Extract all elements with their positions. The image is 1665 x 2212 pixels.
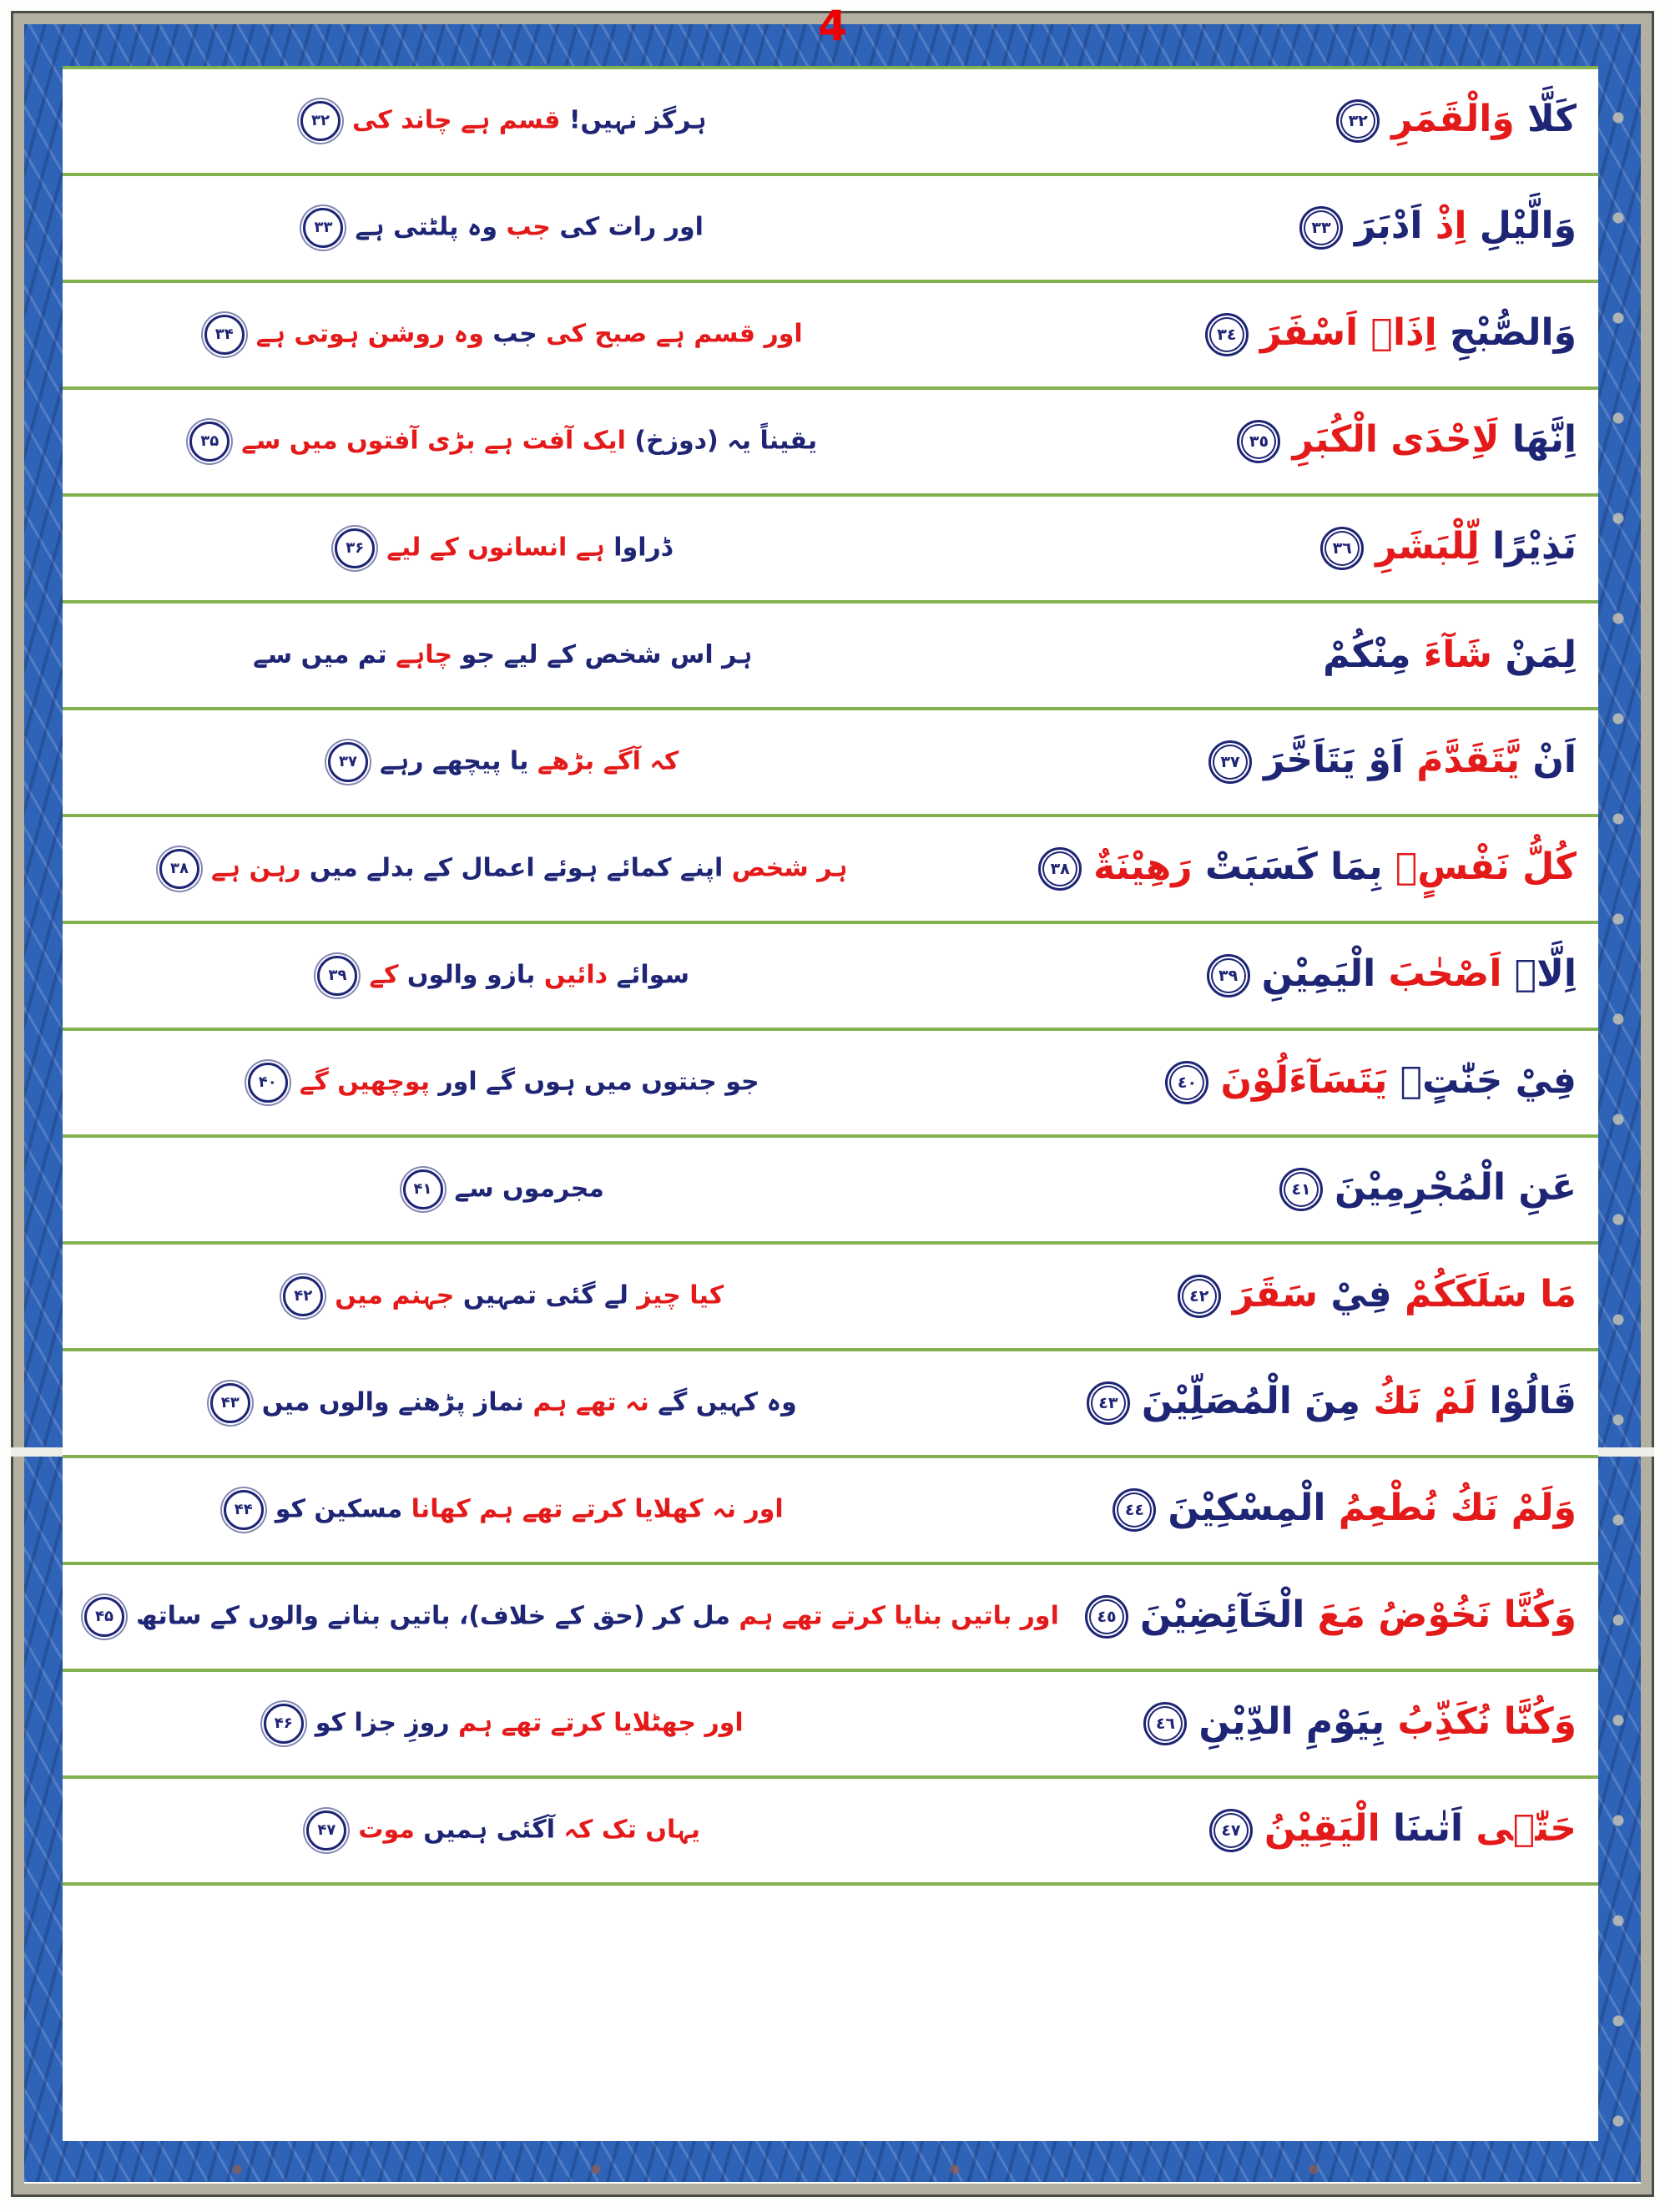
arabic-text-segment: لِّلْبَشَرِ [1375,525,1480,568]
urdu-text-segment: ہرگز نہیں! [560,105,707,135]
urdu-translation [63,101,922,141]
arabic-text-segment: بِمَا كَسَبَتْ [1192,846,1383,888]
urdu-text-segment: جب [497,212,551,242]
verse-row [63,817,1598,924]
verse-row [63,924,1598,1031]
urdu-translation [63,208,922,248]
arabic-text-segment: وَالَّيْلِ [1466,205,1577,247]
urdu-text-segment: قسم ہے چاند کی [351,105,561,135]
verse-row [63,390,1598,497]
verse-number-medallion: ٤٣ [1087,1381,1130,1425]
arabic-text-segment: سَقَرَ [1232,1273,1319,1316]
urdu-text-segment: یا پیچھے رہے [380,746,529,776]
urdu-text-segment: سوائے [608,960,689,990]
arabic-text-segment: اَنْ [1520,739,1577,781]
urdu-text-segment: اور نہ کھلایا کرتے تھے ہم کھانا [402,1494,784,1524]
verse-rows [63,66,1598,1886]
arabic-text-segment: لَاِحْدَى الْكُبَرِ [1292,418,1500,461]
verse-number-medallion: ٣٤ [1205,313,1249,356]
urdu-text-segment: ایک آفت ہے بڑی آفتوں میں سے [241,426,626,456]
verse-row [63,1245,1598,1351]
translation-number-badge: ۳۲ [300,101,341,141]
verse-number-medallion: ٣٩ [1207,954,1250,997]
arabic-text-segment: وَكُنَّا نُكَذِّبُ [1385,1700,1577,1743]
translation-number-badge: ۳۷ [328,742,368,782]
verse-number-medallion: ٣٨ [1038,847,1082,891]
verse-number-medallion: ٤٥ [1085,1595,1128,1639]
arabic-text-segment: شَآءَ [1410,633,1493,676]
urdu-translation [63,1597,1059,1637]
translation-number-badge: ۳۴ [204,315,245,355]
page-content [63,66,1598,2141]
urdu-text-segment: کے [369,960,399,990]
urdu-translation [63,1490,922,1530]
translation-number-badge: ۴۳ [210,1383,250,1423]
arabic-text-segment: مَا سَلَكَكُمْ [1391,1273,1577,1316]
arabic-text-segment: كَلَّا [1514,98,1577,140]
urdu-text-segment: اور قسم ہے صبح کی [537,319,803,349]
urdu-translation [63,422,922,462]
arabic-text-segment: اَوْ يَتَاَخَّرَ [1264,739,1404,781]
urdu-translation [63,1063,922,1103]
verse-number-medallion: ٤١ [1279,1168,1323,1211]
urdu-translation [63,1169,922,1210]
urdu-text-segment: جب [483,319,537,349]
urdu-translation [63,315,922,355]
translation-number-badge: ۳۹ [317,956,357,996]
arabic-text-segment: اَتٰىنَا [1380,1807,1464,1850]
arabic-text-segment: لَمْ نَكُ [1360,1380,1477,1422]
arabic-verse [922,635,1598,675]
urdu-text-segment: ہر اس شخص کے لیے جو [452,640,753,669]
verse-row [63,1458,1598,1565]
arabic-text-segment: نَذِيْرًا [1479,525,1577,568]
arabic-text-segment: وَالصُّبْحِ [1436,311,1577,354]
arabic-text-segment: وَكُنَّا نَخُوْضُ مَعَ [1304,1593,1577,1636]
verse-number-medallion: ٣٢ [1336,99,1380,143]
verse-row [63,1672,1598,1779]
arabic-verse [922,1809,1598,1852]
urdu-text-segment: جو جنتوں میں ہوں گے اور [429,1067,759,1097]
arabic-verse [922,740,1598,784]
arabic-text-segment: قَالُوْا [1476,1380,1577,1422]
urdu-text-segment: نماز پڑھنے والوں میں [261,1387,524,1417]
urdu-text-segment: ہر شخص [723,853,848,883]
verse-row [63,1351,1598,1458]
verse-number-medallion: ٣٣ [1299,206,1343,250]
arabic-text-segment: اَدْبَرَ [1354,205,1423,247]
urdu-translation [63,742,922,782]
verse-row [63,710,1598,817]
urdu-text-segment: ڈراوا [604,533,673,563]
arabic-text-segment: كُلُّ نَفْسٍۭ [1382,846,1577,888]
urdu-translation [63,640,922,670]
urdu-text-segment: نہ تھے ہم [523,1387,649,1417]
verse-row [63,1565,1598,1672]
translation-number-badge: ۴۶ [264,1704,304,1744]
verse-row [63,176,1598,283]
arabic-text-segment: اِذْ [1422,205,1467,247]
urdu-text-segment: مل کر (حق کے خلاف)، باتیں بنانے والوں کے ساتھ [136,1601,730,1631]
translation-number-badge: ۴۵ [84,1597,124,1637]
arabic-text-segment: الْخَآئِضِيْنَ [1140,1593,1305,1636]
arabic-verse [922,847,1598,891]
verse-number-medallion: ٣٧ [1208,740,1252,784]
verse-row [63,497,1598,604]
urdu-text-segment: وہ پلٹتی ہے [355,212,498,242]
arabic-text-segment: عَنِ الْمُجْرِمِيْنَ [1335,1166,1577,1209]
urdu-text-segment: اپنے کمائے ہوئے اعمال کے بدلے میں [300,853,724,883]
arabic-verse [922,313,1598,356]
arabic-verse [922,99,1598,143]
arabic-text-segment: لِمَنْ [1492,633,1577,676]
arabic-verse [922,420,1598,463]
urdu-text-segment: لے گئی تمہیں [454,1280,628,1311]
page-number: 4 [818,2,847,50]
translation-number-badge: ۴۱ [403,1169,443,1210]
translation-number-badge: ۴۷ [306,1811,346,1851]
verse-row [63,604,1598,710]
arabic-text-segment: مِنْكُمْ [1323,633,1411,676]
arabic-text-segment: يَتَسَآءَلُوْنَ [1220,1059,1388,1102]
urdu-text-segment: اور جھٹلایا کرتے تھے ہم [449,1708,744,1738]
arabic-verse [922,527,1598,570]
verse-row [63,1138,1598,1245]
urdu-text-segment: تم میں سے [253,640,387,669]
arabic-verse [922,1061,1598,1104]
urdu-text-segment: روزِ جزا کو [315,1708,450,1738]
urdu-text-segment: کہ آگے بڑھے [528,746,679,776]
arabic-verse [922,1702,1598,1745]
urdu-translation [63,1704,922,1744]
verse-number-medallion: ٤٢ [1178,1275,1221,1318]
urdu-text-segment: آگئی ہمیں [414,1815,556,1845]
urdu-text-segment: یقیناً یہ (دوزخ) [625,426,818,456]
verse-row [63,69,1598,176]
arabic-text-segment: بِيَوْمِ الدِّيْنِ [1198,1700,1385,1743]
arabic-text-segment: وَالْقَمَرِ [1391,98,1515,140]
translation-number-badge: ۴۴ [224,1490,264,1530]
urdu-text-segment: وہ روشن ہوتی ہے [255,319,484,349]
urdu-text-segment: چاہے [386,640,453,669]
verse-number-medallion: ٣٥ [1237,420,1280,463]
urdu-text-segment: پوچھیں گے [299,1067,430,1097]
arabic-text-segment: وَلَمْ نَكُ نُطْعِمُ [1325,1487,1577,1529]
urdu-translation [63,956,922,996]
arabic-text-segment: اِلَّاۤ [1501,952,1577,995]
urdu-translation [63,528,922,568]
translation-number-badge: ۳۸ [159,849,199,889]
translation-number-badge: ۴۲ [283,1276,323,1316]
translation-number-badge: ۳۶ [335,528,375,568]
verse-number-medallion: ٤٤ [1113,1488,1156,1532]
arabic-verse [922,1275,1598,1318]
urdu-text-segment: اور باتیں بنایا کرتے تھے ہم [729,1601,1059,1631]
arabic-text-segment: الْمِسْكِيْنَ [1168,1487,1326,1529]
arabic-text-segment: مِنَ الْمُصَلِّيْنَ [1141,1380,1360,1422]
translation-number-badge: ۳۵ [189,422,230,462]
arabic-text-segment: فِيْ [1318,1273,1392,1316]
urdu-text-segment: ہے انسانوں کے لیے [386,533,605,563]
scan-seam-right [1598,1447,1654,1457]
verse-row [63,283,1598,390]
arabic-verse [922,1381,1598,1425]
arabic-text-segment: فِيْ جَنّٰتٍۘ [1387,1059,1577,1102]
scan-seam-left [11,1447,63,1457]
arabic-verse [922,1488,1598,1532]
arabic-text-segment: اَصْحٰبَ [1375,952,1502,995]
urdu-text-segment: مسکین کو [275,1494,403,1524]
verse-number-medallion: ٤٠ [1165,1061,1208,1104]
arabic-verse [1059,1595,1598,1639]
urdu-text-segment: جہنم میں [335,1280,455,1311]
urdu-text-segment: کیا چیز [628,1280,724,1311]
arabic-text-segment: الْيَقِيْنُ [1264,1807,1380,1850]
urdu-text-segment: اور رات کی [550,212,704,242]
urdu-text-segment: یہاں تک کہ [555,1815,701,1845]
urdu-translation [63,1811,922,1851]
verse-row [63,1779,1598,1886]
verse-row [63,1031,1598,1138]
verse-number-medallion: ٤٧ [1209,1809,1253,1852]
urdu-text-segment: بازو والوں [398,960,536,990]
arabic-verse [922,206,1598,250]
arabic-text-segment: الْيَمِيْنِ [1261,952,1376,995]
verse-number-medallion: ٣٦ [1320,527,1364,570]
arabic-text-segment: حَتّٰۤى [1463,1807,1577,1850]
arabic-text-segment: اِنَّهَا [1499,418,1577,461]
arabic-text-segment: اِذَاۤ اَسْفَرَ [1259,311,1437,354]
urdu-translation [63,849,922,889]
translation-number-badge: ۴۰ [248,1063,288,1103]
urdu-text-segment: دائیں [535,960,608,990]
arabic-text-segment: رَهِيْنَةٌ [1093,846,1193,888]
urdu-text-segment: موت [358,1815,415,1845]
translation-number-badge: ۳۳ [303,208,343,248]
urdu-text-segment: مجرموں سے [454,1174,604,1204]
arabic-verse [922,1168,1598,1211]
urdu-translation [63,1276,922,1316]
urdu-translation [63,1383,922,1423]
urdu-text-segment: وہ کہیں گے [648,1387,797,1417]
urdu-text-segment: رہن ہے [210,853,301,883]
verse-number-medallion: ٤٦ [1143,1702,1187,1745]
arabic-text-segment: يَّتَقَدَّمَ [1403,739,1521,781]
arabic-verse [922,954,1598,997]
